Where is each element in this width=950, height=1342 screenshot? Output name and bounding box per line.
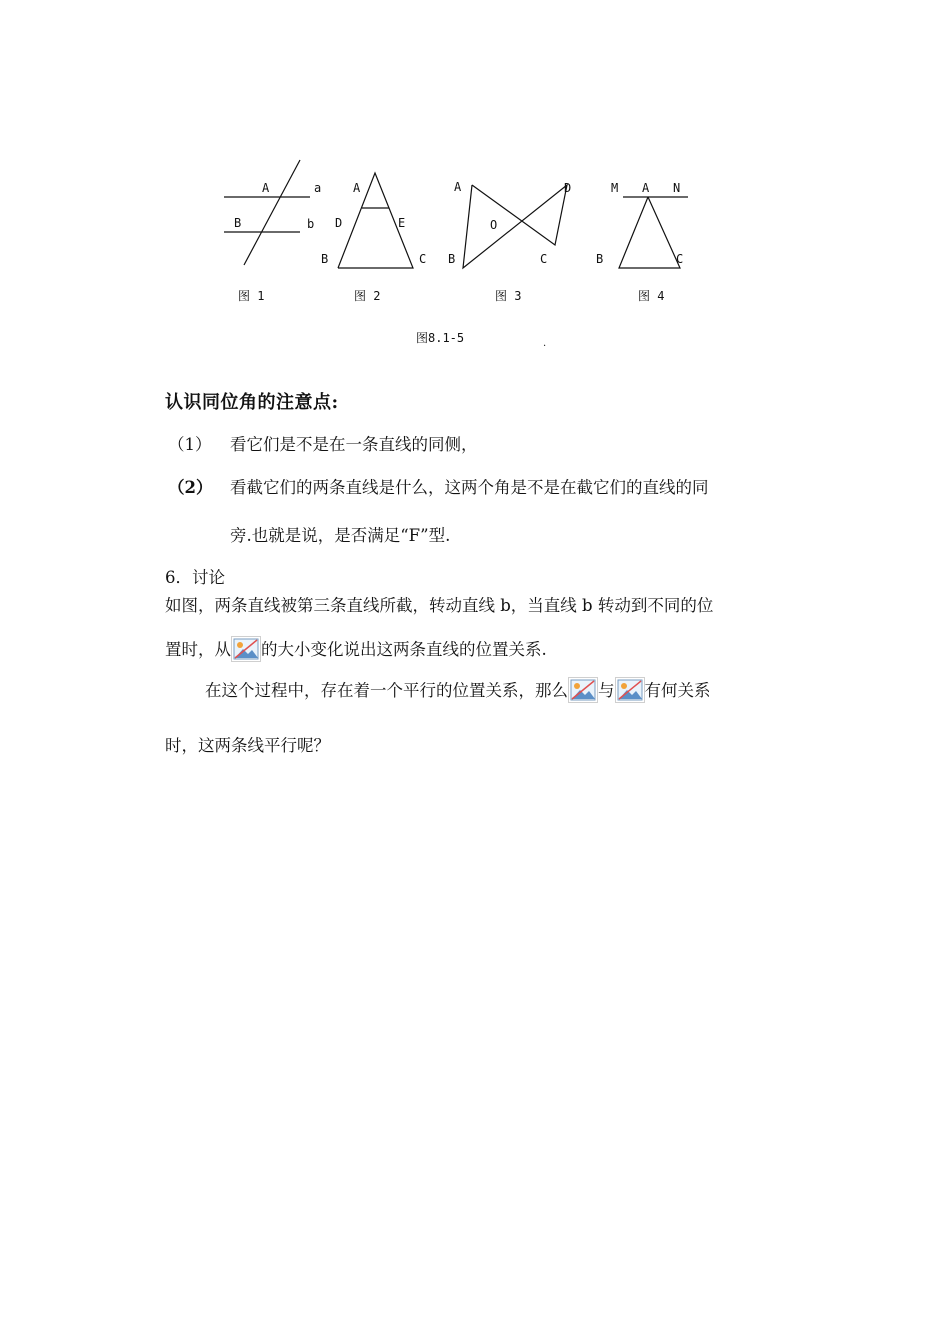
fig1-label-b: b (307, 217, 315, 231)
fig1-label-A: A (262, 181, 270, 195)
fig2-label-D: D (335, 216, 343, 230)
fig4-label-M: M (611, 181, 619, 195)
fig3-label-A: A (454, 180, 462, 194)
fig4-triangle (619, 197, 680, 268)
figure-svg (210, 155, 730, 355)
fig4-label-N: N (673, 181, 681, 195)
fig3-label-B: B (448, 252, 456, 266)
fig1-transversal (244, 160, 300, 265)
section6-p1-line1: 如图，两条直线被第三条直线所截，转动直线 b，当直线 b 转动到不同的位 (165, 596, 714, 615)
section6-p1-line2-a: 置时，从 (165, 640, 231, 659)
fig4-label-A: A (642, 181, 650, 195)
fig1-caption: 图 1 (238, 289, 265, 303)
section6-p2-line1-b: 与 (598, 681, 615, 700)
fig3-label-C: C (540, 252, 548, 266)
geometry-figure (210, 155, 730, 355)
stray-dot: . (543, 338, 547, 349)
section6-p2-line1 (205, 677, 711, 703)
fig3-bowtie (463, 185, 567, 268)
point-2-number: （2） (168, 478, 213, 497)
fig1-label-B: B (234, 216, 242, 230)
point-1-text: 看它们是不是在一条直线的同侧， (230, 435, 478, 454)
point-2 (168, 474, 709, 498)
fig3-label-O: O (490, 218, 498, 232)
fig4-label-B: B (596, 252, 604, 266)
point-2-continuation: 旁.也就是说，是否满足“F”型. (230, 526, 451, 545)
fig2-label-E: E (398, 216, 406, 230)
section6-title: 6．讨论 (165, 568, 225, 587)
figure-main-caption: 图8.1-5 (416, 331, 465, 345)
fig2-label-C: C (419, 252, 427, 266)
section-heading: 认识同位角的注意点: (165, 392, 339, 413)
section6-p2-line1-c: 有何关系 (644, 681, 711, 700)
point-1 (168, 431, 478, 455)
image-placeholder-icon (615, 677, 645, 703)
image-placeholder-icon (568, 677, 598, 703)
fig2-label-B: B (321, 252, 329, 266)
fig2-label-A: A (353, 181, 361, 195)
section6-p1-line2-b: 的大小变化说出这两条直线的位置关系. (261, 640, 547, 659)
fig4-caption: 图 4 (638, 289, 665, 303)
section6-p2-line1-a: 在这个过程中，存在着一个平行的位置关系，那么 (205, 681, 568, 700)
fig3-label-D-right: D (564, 181, 572, 195)
fig1-label-a: a (314, 181, 322, 195)
point-2-text: 看截它们的两条直线是什么，这两个角是不是在截它们的直线的同 (230, 478, 709, 497)
fig4-label-C: C (676, 252, 684, 266)
fig3-caption: 图 3 (495, 289, 522, 303)
section6-p2-line2: 时，这两条线平行呢？ (165, 736, 330, 755)
fig2-caption: 图 2 (354, 289, 381, 303)
section6-p1-line2 (165, 636, 547, 662)
image-placeholder-icon (231, 636, 261, 662)
point-1-number: （1） (168, 435, 212, 454)
